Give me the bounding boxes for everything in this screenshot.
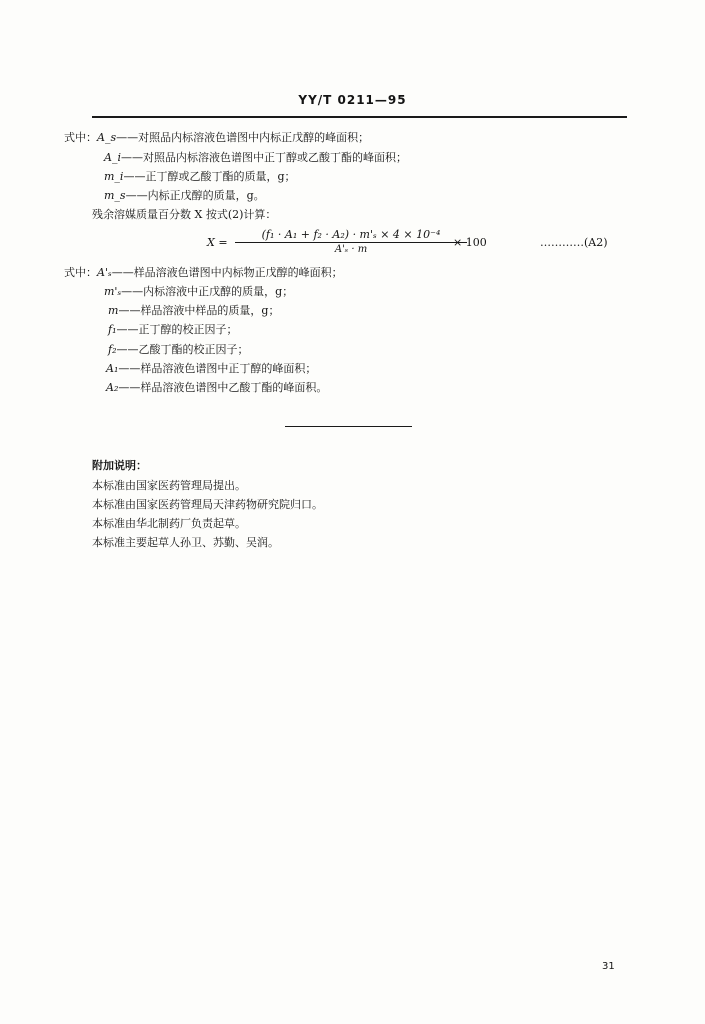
- definition-symbol: m_s: [104, 189, 126, 202]
- definition-line-ms-prime: [104, 285, 293, 299]
- definition-line-as-prime: [64, 266, 343, 280]
- definition-line-m: [108, 304, 279, 318]
- definition-line-f2: [108, 343, 248, 357]
- definition-symbol: f₂: [108, 343, 117, 356]
- note-line: 本标准由华北制药厂负责起草。: [92, 517, 246, 530]
- definition-line-f1: [108, 323, 237, 337]
- definition-text: ——内标溶液中正戊醇的质量，g；: [121, 285, 294, 298]
- definition-symbol: m: [108, 304, 119, 317]
- formula-fraction: [235, 228, 467, 255]
- definition-line-as: [64, 131, 369, 145]
- definition-symbol: A_s: [97, 131, 117, 144]
- definition-text: ——样品溶液色谱图中正丁醇的峰面积；: [118, 362, 317, 375]
- definition-line-a2: [106, 381, 327, 395]
- definition-symbol: A_i: [104, 151, 121, 164]
- note-line: 本标准由国家医药管理局提出。: [92, 479, 246, 492]
- definition-text: ——样品溶液中样品的质量，g；: [118, 304, 280, 317]
- fraction-bar: [235, 242, 467, 243]
- definition-text: ——样品溶液色谱图中乙酸丁酯的峰面积。: [118, 381, 328, 394]
- definition-text: ——对照品内标溶液色谱图中正丁醇或乙酸丁酯的峰面积；: [120, 151, 407, 164]
- formula-lhs: X =: [207, 236, 228, 249]
- definition-line-ms: [104, 189, 265, 203]
- standard-code-header: YY/T 0211—95: [298, 93, 407, 107]
- definition-text: ——正丁醇或乙酸丁酯的质量，g；: [123, 170, 296, 183]
- notes-title: 附加说明：: [92, 459, 147, 472]
- definition-line-ai: [104, 151, 407, 165]
- definition-symbol: A'ₛ: [97, 266, 112, 279]
- section-divider: [285, 426, 412, 427]
- definition-symbol: m_i: [104, 170, 124, 183]
- definition-text: ——内标正戊醇的质量，g。: [125, 189, 265, 202]
- definition-symbol: f₁: [108, 323, 117, 336]
- formula-denominator: A'ₛ · m: [334, 244, 368, 255]
- formula-intro: 残余溶媒质量百分数 X 按式(2)计算：: [92, 208, 277, 221]
- note-line: 本标准由国家医药管理局天津药物研究院归口。: [92, 498, 323, 511]
- definition-line-a1: [106, 362, 316, 376]
- formula-multiplier: × 100: [453, 236, 487, 249]
- page-number: 31: [602, 961, 615, 972]
- definition-symbol: A₁: [106, 362, 119, 375]
- header-rule: [92, 116, 627, 118]
- definition-prefix: 式中：: [64, 131, 97, 144]
- definition-line-mi: [104, 170, 296, 184]
- definition-prefix: 式中：: [64, 266, 97, 279]
- note-line: 本标准主要起草人孙卫、苏勤、吴润。: [92, 536, 279, 549]
- definition-symbol: m'ₛ: [104, 285, 122, 298]
- definition-text: ——样品溶液色谱图中内标物正戊醇的峰面积；: [111, 266, 343, 279]
- definition-text: ——正丁醇的校正因子；: [116, 323, 238, 336]
- formula-numerator: (f₁ · A₁ + f₂ · A₂) · m'ₛ × 4 × 10⁻⁴: [261, 228, 441, 241]
- definition-text: ——对照品内标溶液色谱图中内标正戊醇的峰面积；: [116, 131, 370, 144]
- definition-text: ——乙酸丁酯的校正因子；: [116, 343, 249, 356]
- equation-number: …………(A2): [540, 236, 608, 249]
- definition-symbol: A₂: [106, 381, 119, 394]
